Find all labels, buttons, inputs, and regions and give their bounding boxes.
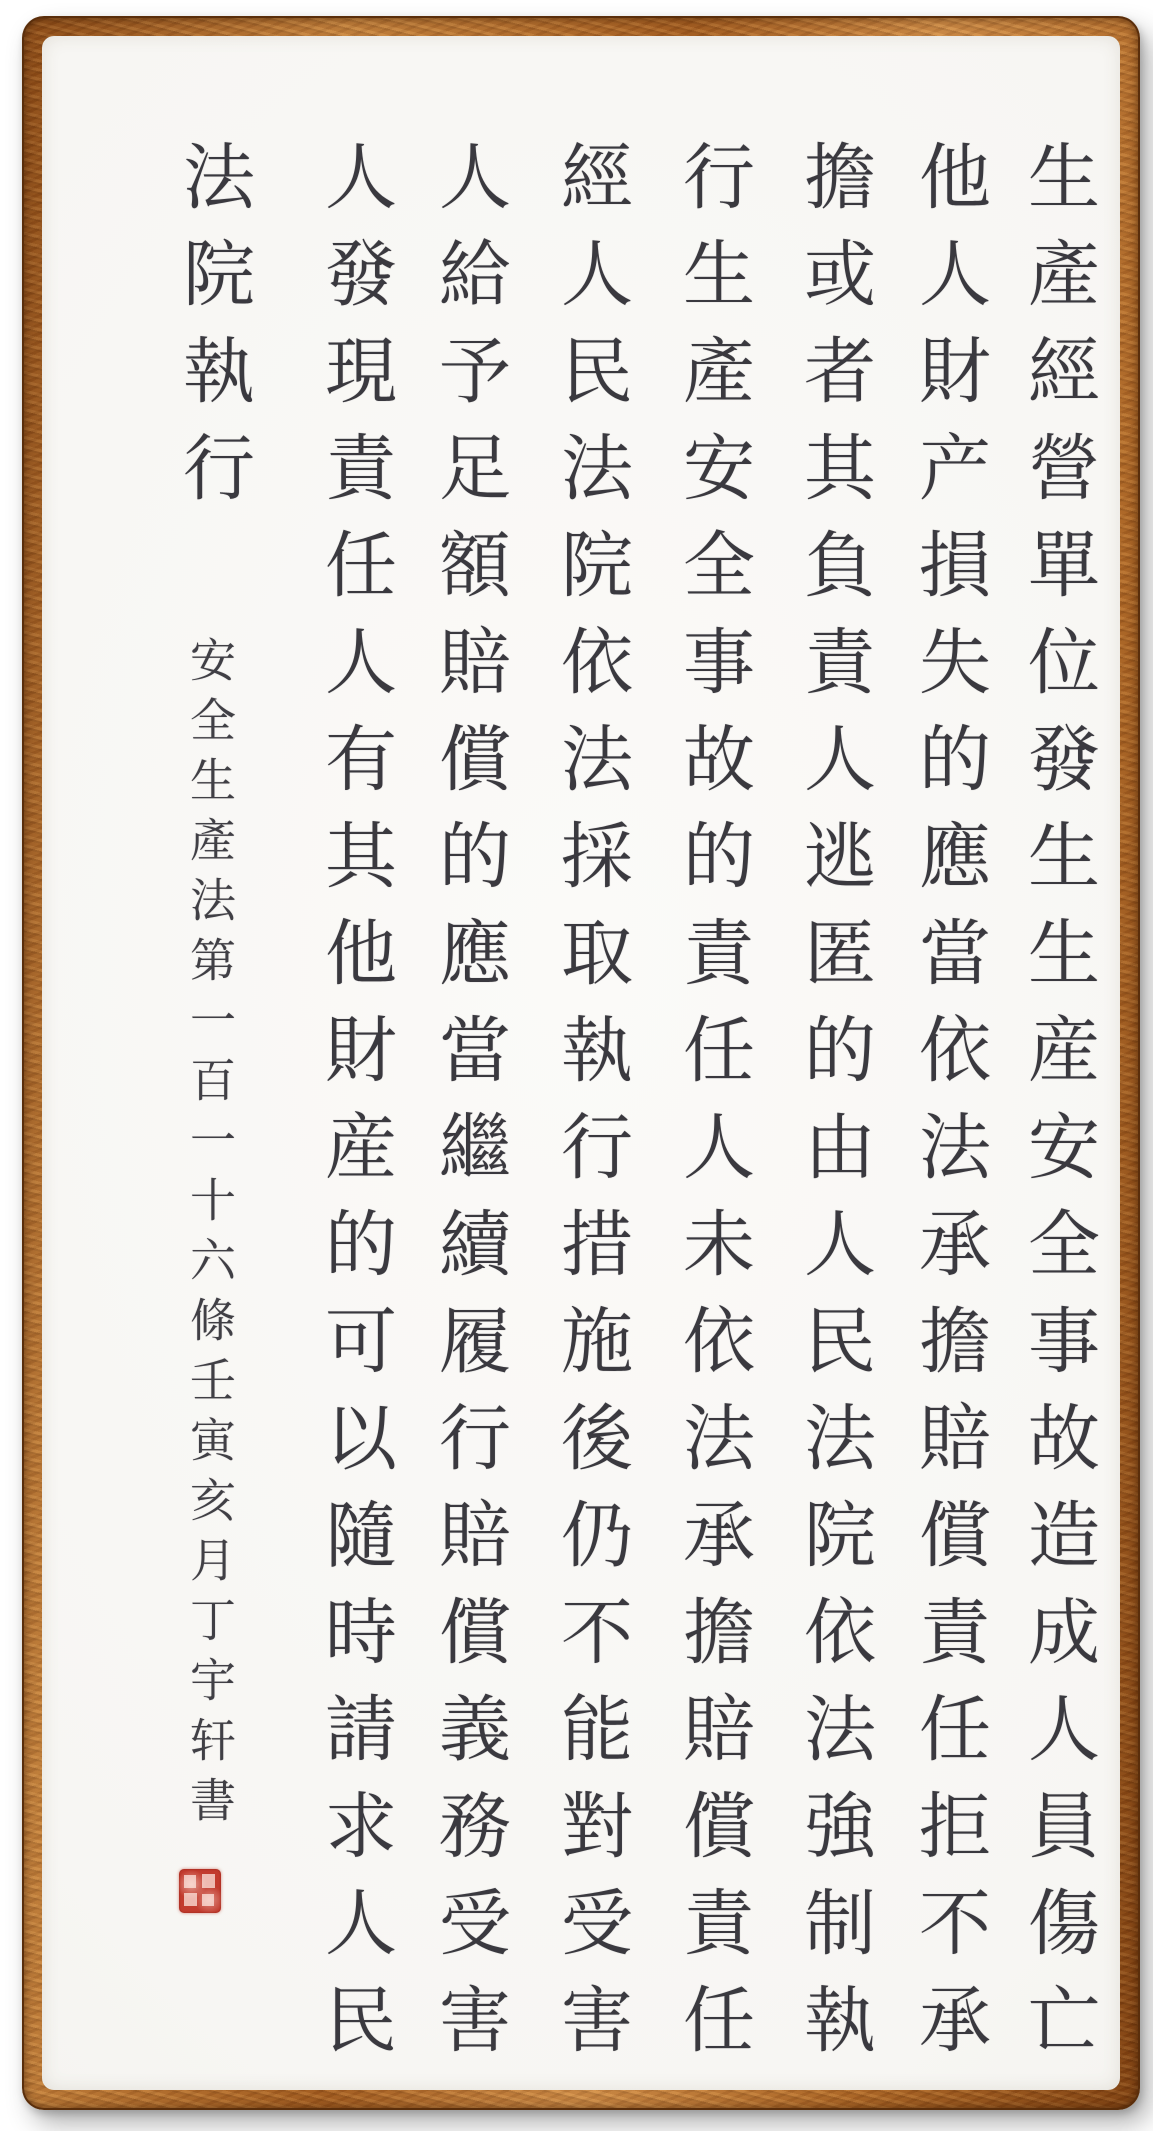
seal-glyph-mark bbox=[184, 1893, 197, 1906]
calligraphy-column-5: 經人民法院依法採取執行措施後仍不能對受害 bbox=[549, 139, 633, 2079]
wood-frame bbox=[22, 16, 1140, 2110]
seal-glyph-mark bbox=[202, 1874, 215, 1888]
seal-glyph-mark bbox=[184, 1875, 196, 1888]
artist-seal bbox=[179, 1869, 221, 1913]
rice-paper bbox=[42, 36, 1120, 2090]
calligraphy-column-8: 法院執行 bbox=[171, 139, 255, 527]
calligraphy-column-1: 生產經營單位發生生産安全事故造成人員傷亡 bbox=[1016, 139, 1100, 2079]
calligraphy-column-6: 人給予足額賠償的應當繼續履行賠償義務受害 bbox=[427, 139, 511, 2079]
calligraphy-column-4: 行生產安全事故的責任人未依法承擔賠償責任 bbox=[671, 139, 755, 2079]
seal-glyph-mark bbox=[202, 1894, 214, 1906]
calligraphy-column-7: 人發現責任人有其他財産的可以隨時請求人民 bbox=[313, 139, 397, 2079]
calligraphy-column-2: 他人財产損失的應當依法承擔賠償責任拒不承 bbox=[907, 139, 991, 2079]
calligraphy-column-3: 擔或者其負責人逃匿的由人民法院依法強制執 bbox=[792, 139, 876, 2079]
signature-column: 安全生產法第一百一十六條壬寅亥月丁宇轩書 bbox=[183, 636, 237, 1836]
